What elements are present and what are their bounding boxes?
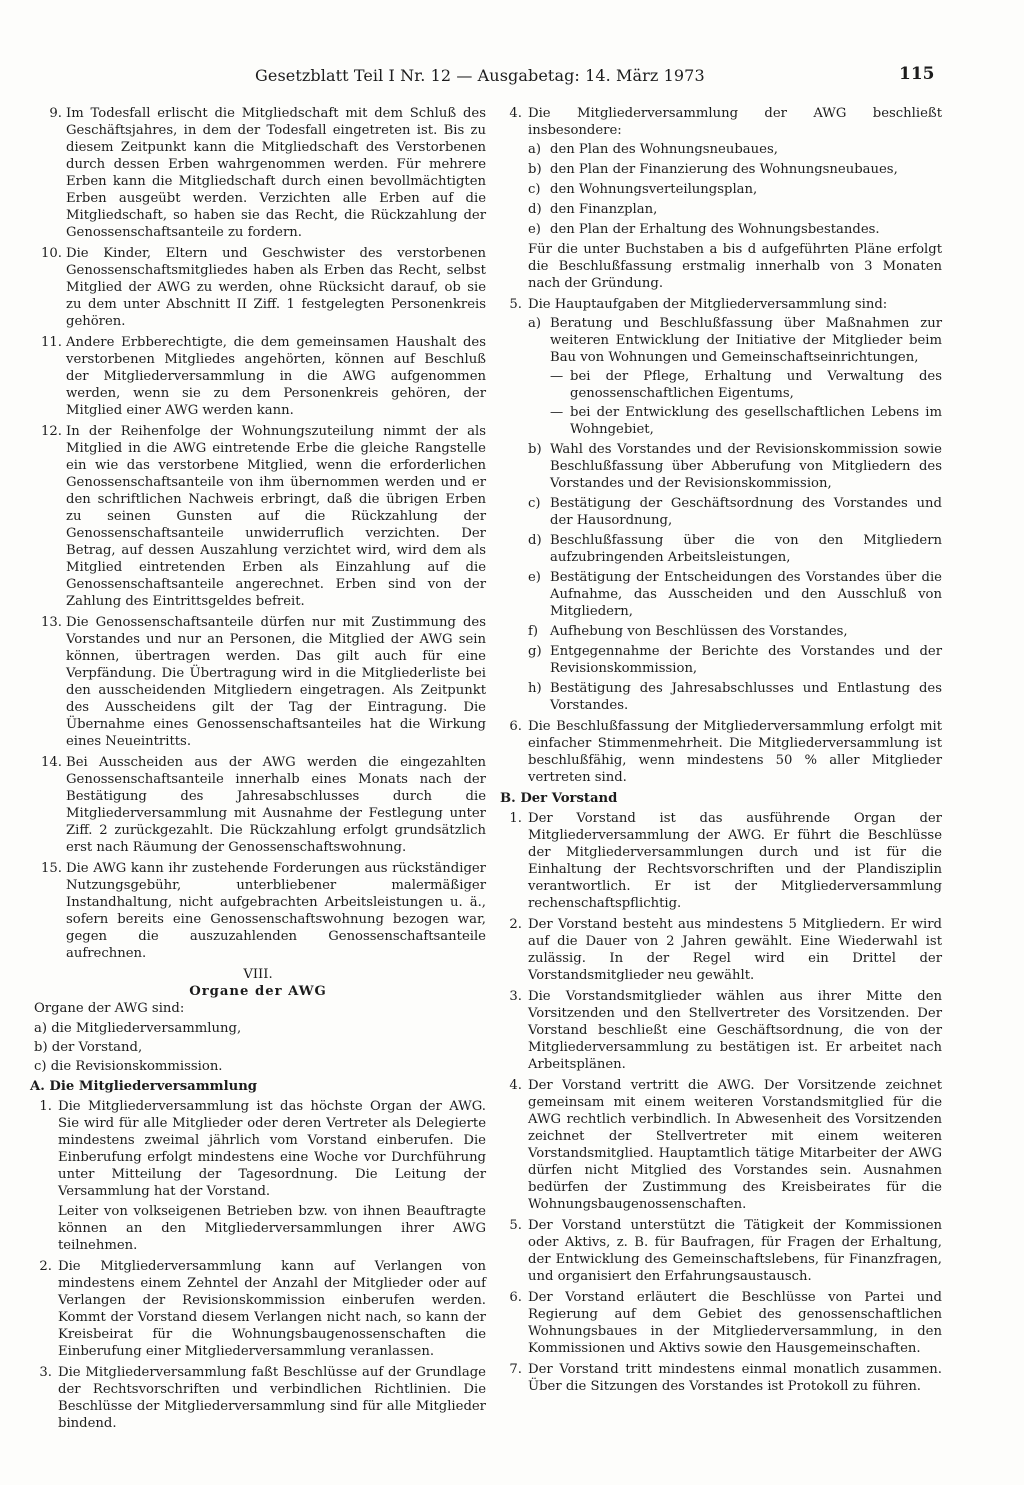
- sub-item: e) den Plan der Erhaltung des Wohnungsbestandes.: [528, 222, 880, 237]
- left-column: [30, 105, 486, 1436]
- list-item: 14. Bei Ausscheiden aus der AWG werden die eingezahlten Genossenschaftsanteile innerhalb eines Monats nach der Bestätigung des Jahresabschlusses durch die Mitgliederversammlung mit Ausnahme der Festlegung unter Ziff. 2 zurückgezahlt. Die Rückzahlung erfolgt grundsätzlich erst nach Räumung der Genossenschaftswohnung.: [41, 755, 486, 855]
- list-item: b) der Vorstand,: [34, 1040, 143, 1055]
- gazette-header-title: Gesetzblatt Teil I Nr. 12 — Ausgabetag: 14. März 1973: [255, 66, 705, 85]
- list-item: 1. Der Vorstand ist das ausführende Organ der Mitgliederversammlung der AWG. Er führt die Beschlüsse der Mitgliederversammlungen durch und ist für die Einhaltung der Rechtsvorschriften und der Plandisziplin verantwortlich. Er ist der Mitgliederversammlung rechenschaftspflichtig.: [509, 811, 942, 911]
- section-title: Organe der AWG: [189, 984, 327, 999]
- list-item: 6. Der Vorstand erläutert die Beschlüsse von Partei und Regierung auf dem Gebiet des genossenschaftlichen Wohnungsbaues in der Mitgliederversammlung, in den Kommissionen und Aktivs sowie den Hausgemeinschaften.: [509, 1290, 942, 1356]
- list-item: c) die Revisionskommission.: [34, 1059, 223, 1074]
- list-item: 6. Die Beschlußfassung der Mitgliederversammlung erfolgt mit einfacher Stimmenmehrheit. Die Mitgliederversammlung ist beschlußfähig, wenn mindestens 50 % aller Mitglieder vertreten sind.: [509, 719, 942, 785]
- list-item: 15. Die AWG kann ihr zustehende Forderungen aus rückständiger Nutzungsgebühr, unterbliebener malermäßiger Instandhaltung, nicht aufgebrachten Arbeitsleistungen u. ä., sofern bereits eine Genossenschaftswohnung bezogen war, gegen die auszuzahlenden Genossenschaftsanteile aufrechnen.: [41, 861, 486, 961]
- sub-item: a) den Plan des Wohnungsneubaues,: [528, 142, 778, 157]
- list-item: 3. Die Mitgliederversammlung faßt Beschlüsse auf der Grundlage der Rechtsvorschriften und verbindlichen Richtlinien. Die Beschlüsse der Mitgliederversammlung sind für alle Mitglieder bindend.: [39, 1365, 486, 1431]
- sub-item: c) den Wohnungsverteilungsplan,: [528, 182, 758, 197]
- sub-item: h) Bestätigung des Jahresabschlusses und Entlastung des Vorstandes.: [528, 681, 942, 713]
- sub-item: d) Beschlußfassung über die von den Mitgliedern aufzubringenden Arbeitsleistungen,: [528, 533, 942, 565]
- subheading-a: A. Die Mitgliederversammlung: [30, 1079, 258, 1094]
- list-item: 5. Die Hauptaufgaben der Mitgliederversammlung sind: a) Beratung und Beschlußfassung über Maßnahmen zur weiteren Entwicklung der Initiative der Mitglieder beim Bau von Wohnungen und Gemeinschaftseinrichtungen, — bei der Pflege, Erhaltung und Verwaltung des genossenschaftlichen Eigentums, — bei der Entwicklung des gesellschaftlichen Lebens im Wohngebiet, b) Wahl des Vorstandes und der Revisionskommission sowie Beschlußfassung über Abberufung von Mitgliedern des Vorstandes und der Revisionskommission, c) Bestätigung der Geschäftsordnung des Vorstandes und der Hausordnung, d) Beschlußfassung über die von den Mitgliedern aufzubringenden Arbeitsleistungen, e) Bestätigung der Entscheidungen des Vorstandes über die Aufnahme, das Ausscheiden und den Ausschluß von Mitgliedern, f) Aufhebung von Beschlüssen des Vorstandes, g) Entgegennahme der Berichte des Vorstandes und der Revisionskommission, h) Bestätigung des Jahresabschlusses und Entlastung des Vorstandes.: [509, 297, 942, 713]
- sub-item: d) den Finanzplan,: [528, 202, 658, 217]
- sub-item: f) Aufhebung von Beschlüssen des Vorstandes,: [528, 624, 848, 639]
- list-item: 7. Der Vorstand tritt mindestens einmal monatlich zusammen. Über die Sitzungen des Vorstandes ist Protokoll zu führen.: [509, 1362, 942, 1394]
- right-column: [500, 105, 942, 1399]
- sub-item: g) Entgegennahme der Berichte des Vorstandes und der Revisionskommission,: [528, 644, 942, 676]
- list-item: 4. Der Vorstand vertritt die AWG. Der Vorsitzende zeichnet gemeinsam mit einem weiteren Vorstandsmitglied für die AWG rechtlich verbindlich. In Abwesenheit des Vorsitzenden zeichnet der Stellvertreter mit einem weiteren Vorstandsmitglied. Hauptamtlich tätige Mitarbeiter der AWG dürfen nicht Mitglied des Vorstandes sein. Ausnahmen bedürfen der Zustimmung des Kreisbeirates für die Wohnungsbaugenossenschaften.: [509, 1078, 942, 1212]
- list-item: 4. Die Mitgliederversammlung der AWG beschließt insbesondere: a) den Plan des Wohnungsneubaues, b) den Plan der Finanzierung des Wohnungsneubaues, c) den Wohnungsverteilungsplan, d) den Finanzplan, e) den Plan der Erhaltung des Wohnungsbestandes. Für die unter Buchstaben a bis d aufgeführten Pläne erfolgt die Beschlußfassung erstmalig innerhalb von 3 Monaten nach der Gründung.: [509, 106, 942, 291]
- list-item: 13. Die Genossenschaftsanteile dürfen nur mit Zustimmung des Vorstandes und nur an Personen, die Mitglied der AWG sein können, übertragen werden. Das gilt auch für eine Verpfändung. Die Übertragung wird in die Mitgliederliste bei den ausscheidenden Mitgliedern eingetragen. Als Zeitpunkt des Ausscheidens gilt der Tag der Eintragung. Die Übernahme eines Genossenschaftsanteiles hat die Wirkung eines Neueintritts.: [41, 615, 486, 749]
- list-item: a) die Mitgliederversammlung,: [34, 1021, 242, 1036]
- list-item: 10. Die Kinder, Eltern und Geschwister des verstorbenen Genossenschaftsmitgliedes haben als Erben das Recht, selbst Mitglied der AWG zu werden, ohne Rücksicht darauf, ob sie zu dem unter Abschnitt II Ziff. 1 festgelegten Personenkreis gehören.: [41, 246, 486, 329]
- sub-item: e) Bestätigung der Entscheidungen des Vorstandes über die Aufnahme, das Ausscheiden und den Ausschluß von Mitgliedern,: [528, 570, 942, 619]
- list-item: 11. Andere Erbberechtigte, die dem gemeinsamen Haushalt des verstorbenen Mitgliedes angehörten, können auf Beschluß der Mitgliederversammlung in die AWG aufgenommen werden, wenn sie zu dem Personenkreis gehören, der Mitglied einer AWG werden kann.: [41, 335, 486, 418]
- dash-item: — bei der Pflege, Erhaltung und Verwaltung des genossenschaftlichen Eigentums,: [550, 369, 942, 401]
- list-item: 12. In der Reihenfolge der Wohnungszuteilung nimmt der als Mitglied in die AWG eintretende Erbe die gleiche Rangstelle ein wie das verstorbene Mitglied, wenn die erforderlichen Genossenschaftsanteile von ihm übernommen werden und er den schriftlichen Nachweis erbringt, daß die übrigen Erben zu seinen Gunsten auf die Rückzahlung der Genossenschaftsanteile unwiderruflich verzichten. Der Betrag, auf dessen Auszahlung verzichtet wird, wird dem als Mitglied eintretenden Erben als Einzahlung auf die Genossenschaftsanteile angerechnet. Erben sind von der Zahlung des Eintrittsgeldes befreit.: [41, 424, 486, 609]
- dash-item: — bei der Entwicklung des gesellschaftlichen Lebens im Wohngebiet,: [550, 405, 942, 437]
- list-item: 5. Der Vorstand unterstützt die Tätigkeit der Kommissionen oder Aktivs, z. B. für Baufragen, für Fragen der Erhaltung, der Entwicklung des Gemeinschaftslebens, für Finanzfragen, und organisiert den Erfahrungsaustausch.: [509, 1218, 942, 1284]
- paragraph: Leiter von volkseigenen Betrieben bzw. von ihnen Beauftragte können an den Mitgliederversammlungen ihrer AWG teilnehmen.: [58, 1204, 486, 1253]
- list-item: 1. Die Mitgliederversammlung ist das höchste Organ der AWG. Sie wird für alle Mitglieder oder deren Vertreter als Delegierte mindestens zweimal jährlich vom Vorstand einberufen. Die Einberufung erfolgt mindestens eine Woche vor Durchführung unter Mitteilung der Tagesordnung. Die Leitung der Versammlung hat der Vorstand. Leiter von volkseigenen Betrieben bzw. von ihnen Beauftragte können an den Mitgliederversammlungen ihrer AWG teilnehmen.: [39, 1099, 486, 1253]
- organs-list: [30, 1020, 486, 1075]
- list-item: 2. Die Mitgliederversammlung kann auf Verlangen von mindestens einem Zehntel der Anzahl der Mitglieder oder auf Verlangen der Revisionskommission einberufen werden. Kommt der Vorstand diesem Verlangen nicht nach, so kann der Kreisbeirat für die Wohnungsbaugenossenschaften die Einberufung einer Mitgliederversammlung veranlassen.: [39, 1259, 486, 1359]
- list-item: 3. Die Vorstandsmitglieder wählen aus ihrer Mitte den Vorsitzenden und den Stellvertreter des Vorsitzenden. Der Vorstand beschließt eine Geschäftsordnung, die von der Mitgliederversammlung zu bestätigen ist. Er arbeitet nach Arbeitsplänen.: [509, 989, 942, 1072]
- list-item: 2. Der Vorstand besteht aus mindestens 5 Mitgliedern. Er wird auf die Dauer von 2 Jahren gewählt. Eine Wiederwahl ist zulässig. In der Regel wird ein Drittel der Vorstandsmitglieder neu gewählt.: [509, 917, 942, 983]
- subheading-b: B. Der Vorstand: [500, 791, 618, 806]
- list-item: 9. Im Todesfall erlischt die Mitgliedschaft mit dem Schluß des Geschäftsjahres, in dem der Todesfall eingetreten ist. Bis zu diesem Zeitpunkt kann die Mitgliedschaft des Verstorbenen durch dessen Erben wahrgenommen werden. Für mehrere Erben kann die Mitgliedschaft durch einen bevollmächtigten Erben ausgeübt werden. Verzichten alle Erben auf die Mitgliedschaft, so haben sie das Recht, die Rückzahlung der Genossenschaftsanteile zu fordern.: [49, 106, 486, 240]
- section-number: VIII.: [243, 967, 273, 982]
- sub-item: b) Wahl des Vorstandes und der Revisionskommission sowie Beschlußfassung über Abberufung von Mitgliedern des Vorstandes und der Revisionskommission,: [528, 442, 942, 491]
- organs-intro: Organe der AWG sind:: [34, 1001, 185, 1016]
- sub-item: a) Beratung und Beschlußfassung über Maßnahmen zur weiteren Entwicklung der Initiative der Mitglieder beim Bau von Wohnungen und Gemeinschaftseinrichtungen, — bei der Pflege, Erhaltung und Verwaltung des genossenschaftlichen Eigentums, — bei der Entwicklung des gesellschaftlichen Lebens im Wohngebiet,: [528, 316, 942, 437]
- sub-item: c) Bestätigung der Geschäftsordnung des Vorstandes und der Hausordnung,: [528, 496, 942, 528]
- page-number: 115: [899, 64, 935, 84]
- sub-item: b) den Plan der Finanzierung des Wohnungsneubaues,: [528, 162, 898, 177]
- paragraph: Für die unter Buchstaben a bis d aufgeführten Pläne erfolgt die Beschlußfassung erstmalig innerhalb von 3 Monaten nach der Gründung.: [528, 242, 942, 291]
